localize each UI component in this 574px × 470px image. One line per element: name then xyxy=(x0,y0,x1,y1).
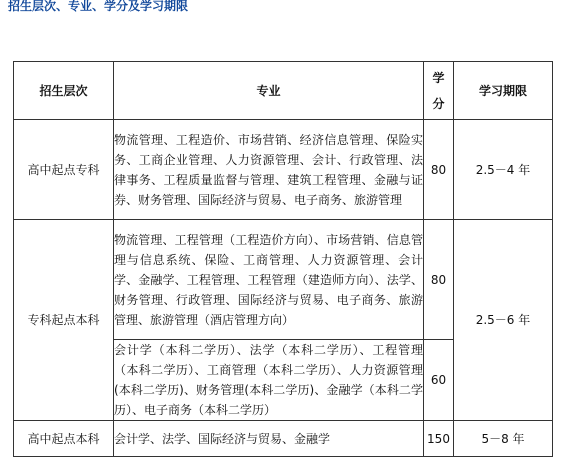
duration-cell: 5－8 年 xyxy=(454,421,553,457)
header-duration: 学习期限 xyxy=(454,62,553,120)
header-credit-line1: 学 xyxy=(432,70,445,85)
major-cell: 物流管理、工程管理（工程造价方向）、市场营销、信息管理与信息系统、保险、工商管理、人力资源管理、会计学、金融学、工程管理、工程管理（建造师方向）、法学、财务管理、行政管理、国际经济与贸易、电子商务、旅游管理、旅游管理（酒店管理方向） xyxy=(114,220,424,340)
major-cell: 物流管理、工程造价、市场营销、经济信息管理、保险实务、工商企业管理、人力资源管理、会计、行政管理、法律事务、工程质量监督与管理、建筑工程管理、金融与证券、财务管理、国际经济与贸易、电子商务、旅游管理 xyxy=(114,120,424,220)
credit-cell: 60 xyxy=(424,340,454,421)
duration-cell: 2.5－6 年 xyxy=(454,220,553,421)
major-cell: 会计学、法学、国际经济与贸易、金融学 xyxy=(114,421,424,457)
page-title: 招生层次、专业、学分及学习期限 xyxy=(8,0,189,13)
table-row xyxy=(14,220,553,340)
header-credit-line2: 分 xyxy=(432,96,445,111)
header-credit xyxy=(424,62,454,120)
level-cell: 高中起点本科 xyxy=(14,421,114,457)
credit-cell: 80 xyxy=(424,120,454,220)
level-cell: 高中起点专科 xyxy=(14,120,114,220)
table-row xyxy=(14,421,553,457)
table-header-row xyxy=(14,62,553,120)
table-row xyxy=(14,120,553,220)
header-level: 招生层次 xyxy=(14,62,114,120)
duration-cell: 2.5－4 年 xyxy=(454,120,553,220)
program-table xyxy=(13,61,553,457)
major-cell: 会计学（本科二学历）、法学（本科二学历）、工程管理（本科二学历）、工商管理（本科二学历）、人力资源管理(本科二学历)、财务管理(本科二学历)、金融学（本科二学历）、电子商务（本科二学历） xyxy=(114,340,424,421)
credit-cell: 80 xyxy=(424,220,454,340)
level-cell: 专科起点本科 xyxy=(14,220,114,421)
header-major: 专业 xyxy=(114,62,424,120)
credit-cell: 150 xyxy=(424,421,454,457)
